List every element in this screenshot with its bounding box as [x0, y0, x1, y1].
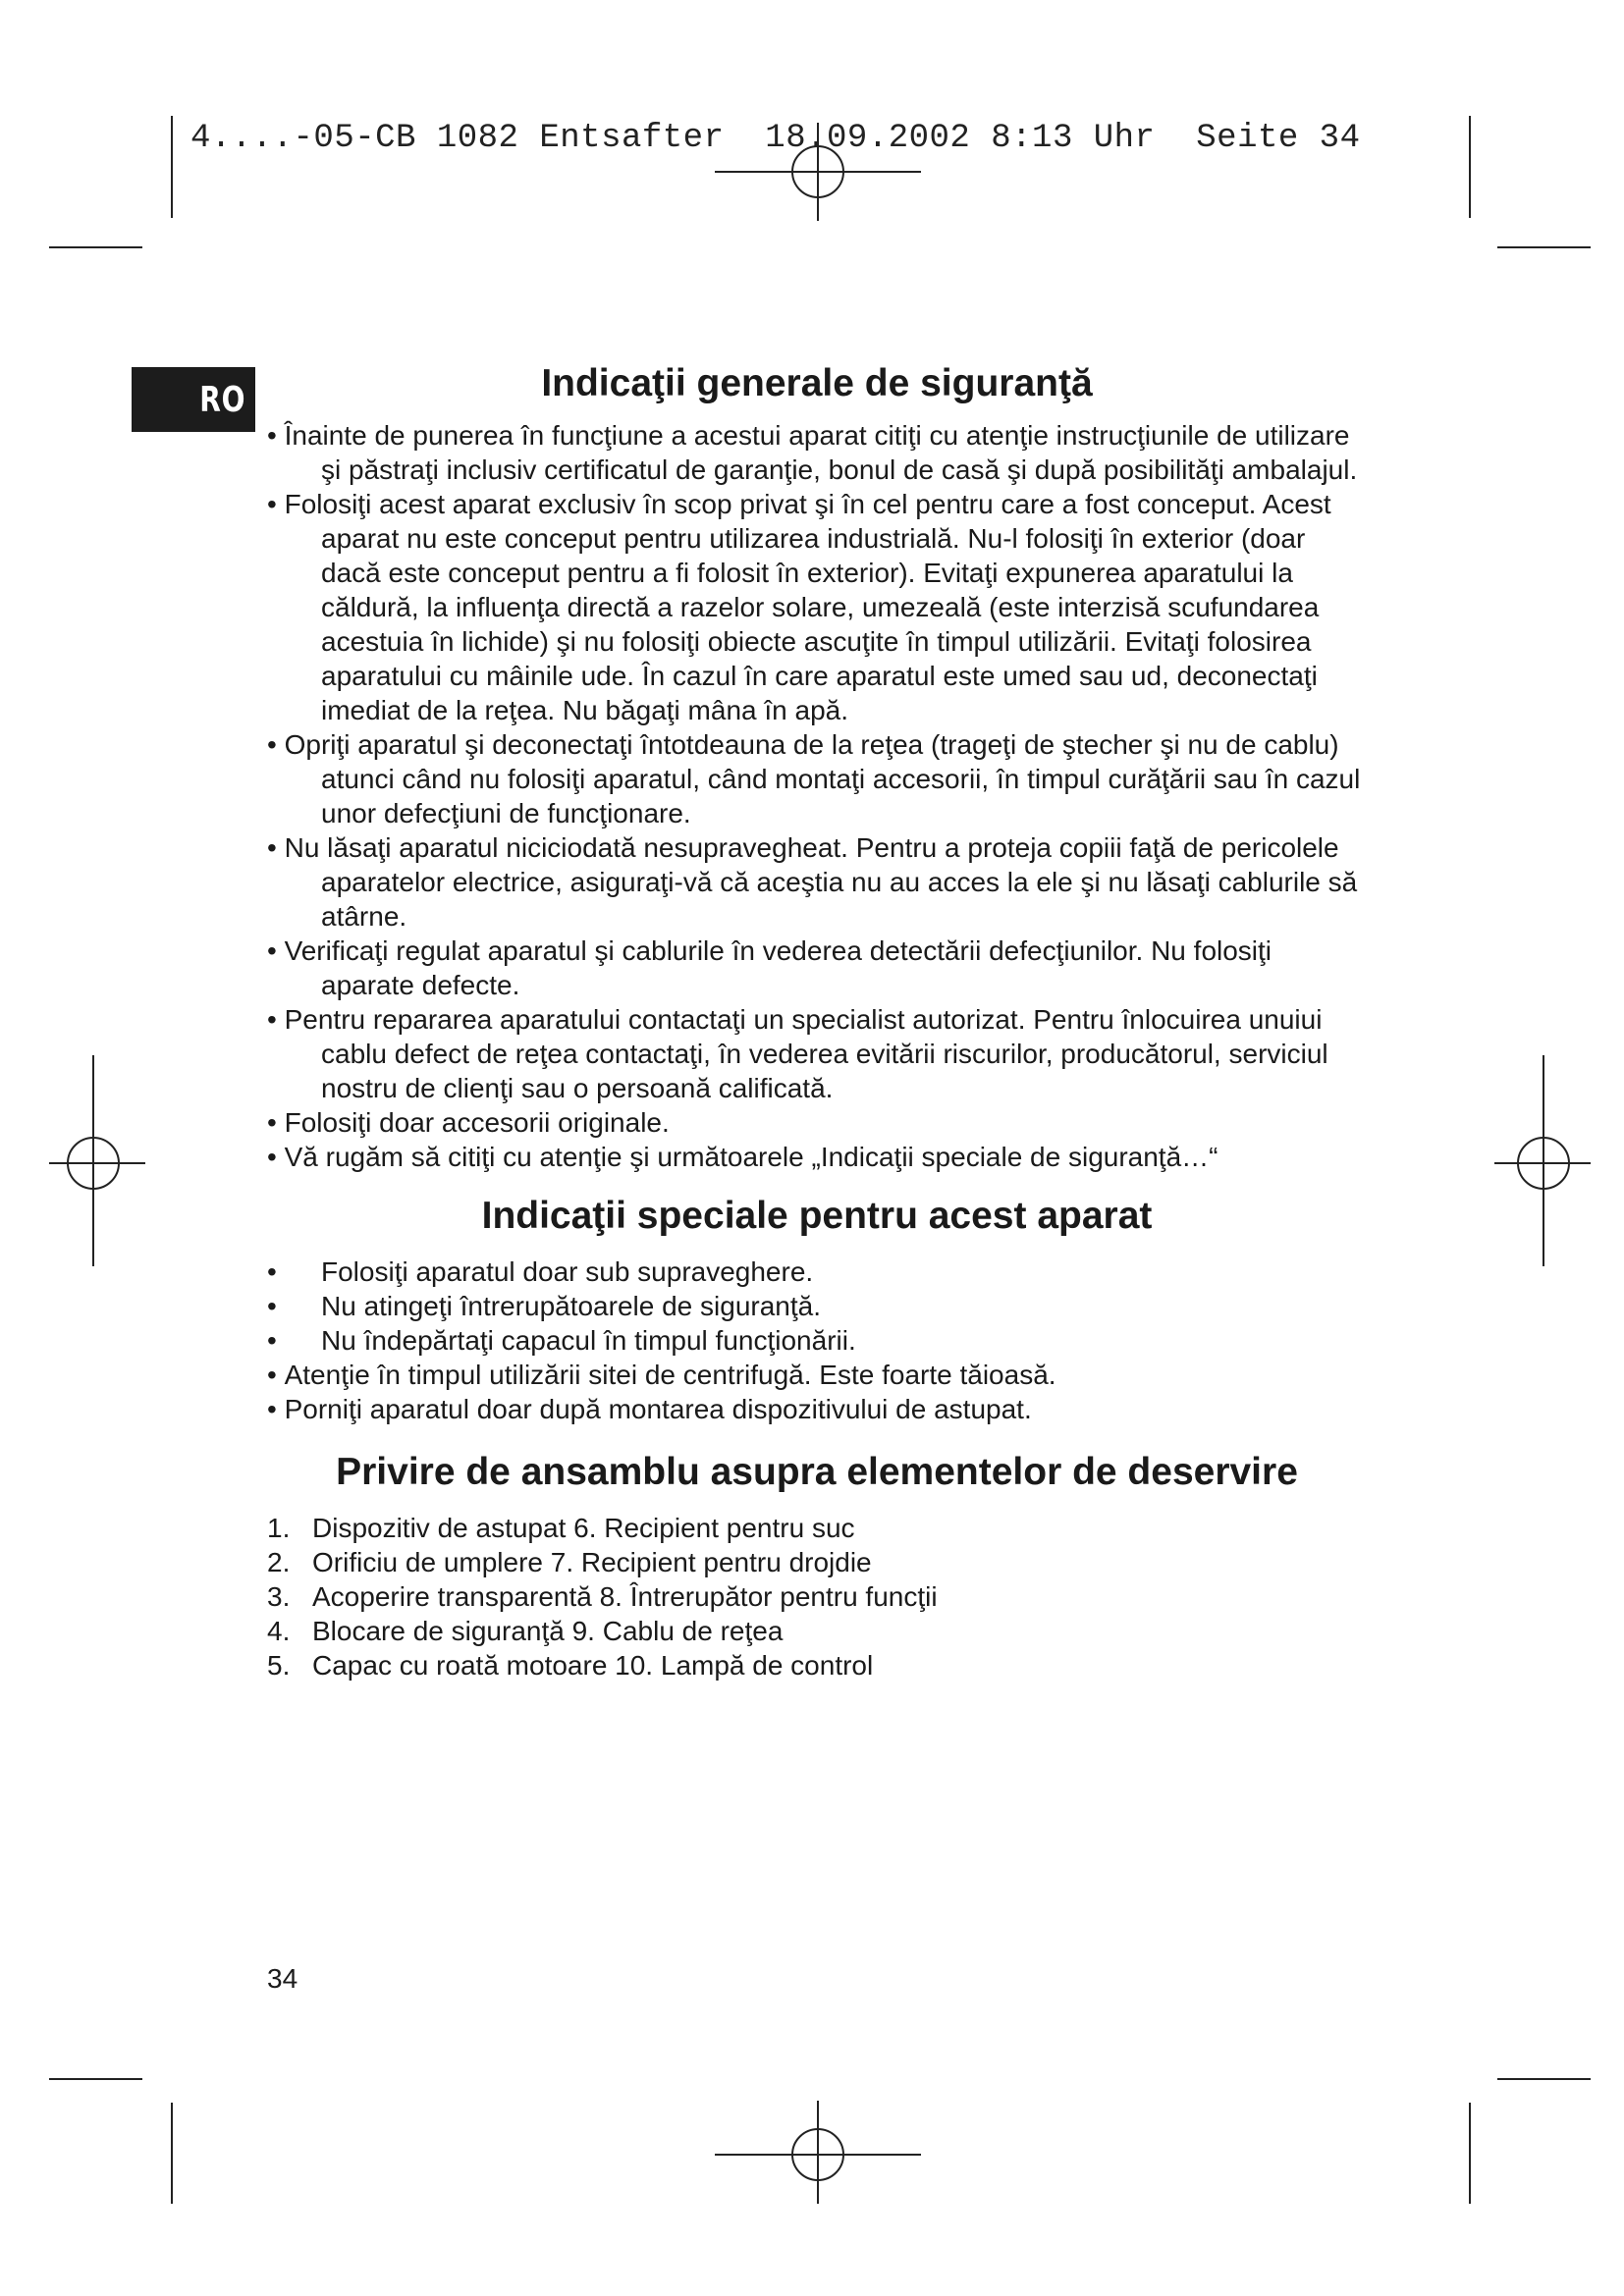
registration-mark-left — [49, 1055, 145, 1266]
controls-overview-list — [267, 1511, 1367, 1682]
item-text: Acoperire transparentă 8. Întrerupător pentru funcţii — [312, 1581, 938, 1612]
item-number: 4. — [267, 1616, 291, 1646]
language-tab-label: RO — [198, 379, 245, 420]
list-item: • Folosiţi acest aparat exclusiv în scop privat şi în cel pentru care a fost conceput. Acest aparat nu este conceput pentru utilizarea industrială. Nu-l folosiţi în exterior (doar dacă este conceput pentru a fi folosit în exterior). Evitaţi expunerea aparatului la căldură, la influenţa directă a razelor solare, umezeală (este interzisă scufundarea acestuia în lichide) şi nu folosiţi obiecte ascuţite în timpul utilizării. Evitaţi folosirea aparatului cu mâinile ude. În cazul în care aparatul este umed sau ud, deconectaţi imediat de la reţea. Nu băgaţi mâna în apă. — [267, 487, 1367, 727]
list-item — [267, 1614, 1367, 1648]
list-item: • Verificaţi regulat aparatul şi cablurile în vederea detectării defecţiunilor. Nu folosiţi aparate defecte. — [267, 934, 1367, 1002]
item-number: 2. — [267, 1547, 291, 1577]
list-item: • Opriţi aparatul şi deconectaţi întotdeauna de la reţea (trageţi de ştecher şi nu de cablu) atunci când nu folosiţi aparatul, când montaţi accesorii, în timpul curăţării sau în cazul unor defecţiuni de funcţionare. — [267, 727, 1367, 830]
item-text: Blocare de siguranţă 9. Cablu de reţea — [312, 1616, 784, 1646]
item-number: 1. — [267, 1513, 291, 1543]
item-number: 3. — [267, 1581, 291, 1612]
language-tab — [132, 367, 255, 432]
list-item — [267, 1579, 1367, 1614]
list-item: • Folosiţi doar accesorii originale. — [267, 1105, 1367, 1140]
print-slug: 4....-05-CB 1082 Entsafter 18.09.2002 8:13 Uhr Seite 34 — [190, 120, 1361, 157]
list-item: • Vă rugăm să citiţi cu atenţie şi următoarele „Indicaţii speciale de siguranţă…“ — [267, 1140, 1367, 1174]
list-item: • Atenţie în timpul utilizării sitei de centrifugă. Este foarte tăioasă. — [267, 1358, 1367, 1392]
page-number: 34 — [267, 1963, 298, 1994]
registration-mark-right — [1494, 1055, 1591, 1266]
registration-mark-bottom — [715, 2101, 921, 2204]
list-item: • Înainte de punerea în funcţiune a acestui aparat citiţi cu atenţie instrucţiunile de utilizare şi păstraţi inclusiv certificatul de garanţie, bonul de casă şi după posibilităţi ambalajul. — [267, 418, 1367, 487]
general-safety-heading: Indicaţii generale de siguranţă — [541, 362, 1093, 404]
list-item: • Pentru repararea aparatului contactaţi un specialist autorizat. Pentru înlocuirea unuiui cablu defect de reţea contactaţi, în vederea evitării riscurilor, producătorul, serviciul nostru de clienţi sau o persoană calificată. — [267, 1002, 1367, 1105]
list-item — [267, 1511, 1367, 1545]
special-safety-heading: Indicaţii speciale pentru acest aparat — [481, 1195, 1153, 1237]
list-item: • Porniţi aparatul doar după montarea dispozitivului de astupat. — [267, 1392, 1367, 1426]
special-safety-tab-list — [267, 1255, 1367, 1358]
list-item — [267, 1545, 1367, 1579]
list-item: • Nu îndepărtaţi capacul în timpul funcţionării. — [267, 1323, 1367, 1358]
controls-overview-heading: Privire de ansamblu asupra elementelor de deservire — [336, 1451, 1298, 1493]
list-item: • Folosiţi aparatul doar sub supraveghere. — [267, 1255, 1367, 1289]
list-item: • Nu lăsaţi aparatul niciciodată nesupravegheat. Pentru a proteja copiii faţă de pericolele aparatelor electrice, asiguraţi-vă că aceştia nu au acces la ele şi nu lăsaţi cablurile să atârne. — [267, 830, 1367, 934]
list-item — [267, 1648, 1367, 1682]
item-text: Dispozitiv de astupat 6. Recipient pentru suc — [312, 1513, 855, 1543]
page-content — [267, 359, 1367, 1682]
item-text: Capac cu roată motoare 10. Lampă de control — [312, 1650, 874, 1681]
item-text: Orificiu de umplere 7. Recipient pentru drojdie — [312, 1547, 872, 1577]
special-safety-list — [267, 1358, 1367, 1426]
general-safety-list — [267, 418, 1367, 1174]
item-number: 5. — [267, 1650, 291, 1681]
list-item: • Nu atingeţi întrerupătoarele de siguranţă. — [267, 1289, 1367, 1323]
